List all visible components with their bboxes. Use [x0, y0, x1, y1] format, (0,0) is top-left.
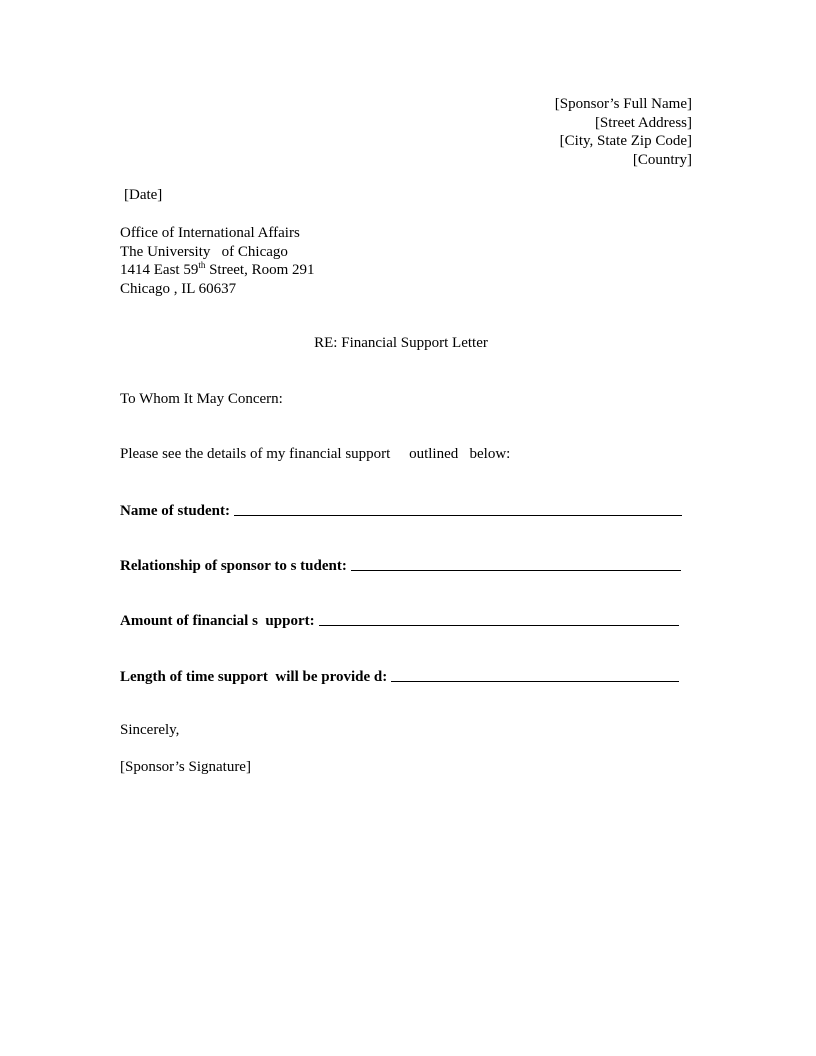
field-label: Amount of financial s upport: — [120, 613, 315, 629]
recipient-street — [120, 261, 315, 280]
recipient-street-ordinal: th — [198, 260, 206, 270]
recipient-office: Office of International Affairs — [120, 225, 300, 241]
blank-line — [234, 501, 682, 516]
recipient-street-number: 1414 East 59 — [120, 262, 199, 278]
blank-line — [391, 667, 679, 682]
blank-line — [319, 611, 679, 626]
sender-city-state-zip: [City, State Zip Code] — [559, 133, 692, 149]
field-label: Name of student: — [120, 503, 230, 519]
field-amount-of-support — [120, 610, 679, 630]
intro-paragraph: Please see the details of my financial support outlined below: — [120, 446, 511, 462]
sender-full-name: [Sponsor’s Full Name] — [554, 96, 692, 112]
subject-line: RE: Financial Support Letter — [314, 335, 488, 351]
signature-placeholder: [Sponsor’s Signature] — [120, 759, 251, 775]
letter-date: [Date] — [124, 187, 163, 203]
blank-line — [351, 556, 681, 571]
recipient-city: Chicago , IL 60637 — [120, 280, 237, 297]
field-label: Relationship of sponsor to s tudent: — [120, 558, 347, 574]
recipient-university: The University of Chicago — [120, 243, 288, 260]
field-length-of-support — [120, 666, 679, 686]
field-name-of-student — [120, 500, 682, 520]
salutation: To Whom It May Concern: — [120, 391, 283, 407]
sender-street: [Street Address] — [594, 114, 692, 131]
recipient-address-block — [120, 224, 315, 298]
field-label: Length of time support will be provide d: — [120, 669, 388, 685]
sender-country: [Country] — [632, 151, 692, 168]
field-relationship — [120, 555, 681, 575]
sender-address-block — [555, 95, 692, 169]
recipient-street-rest: Street, Room 291 — [205, 262, 315, 278]
closing: Sincerely, — [120, 722, 180, 738]
